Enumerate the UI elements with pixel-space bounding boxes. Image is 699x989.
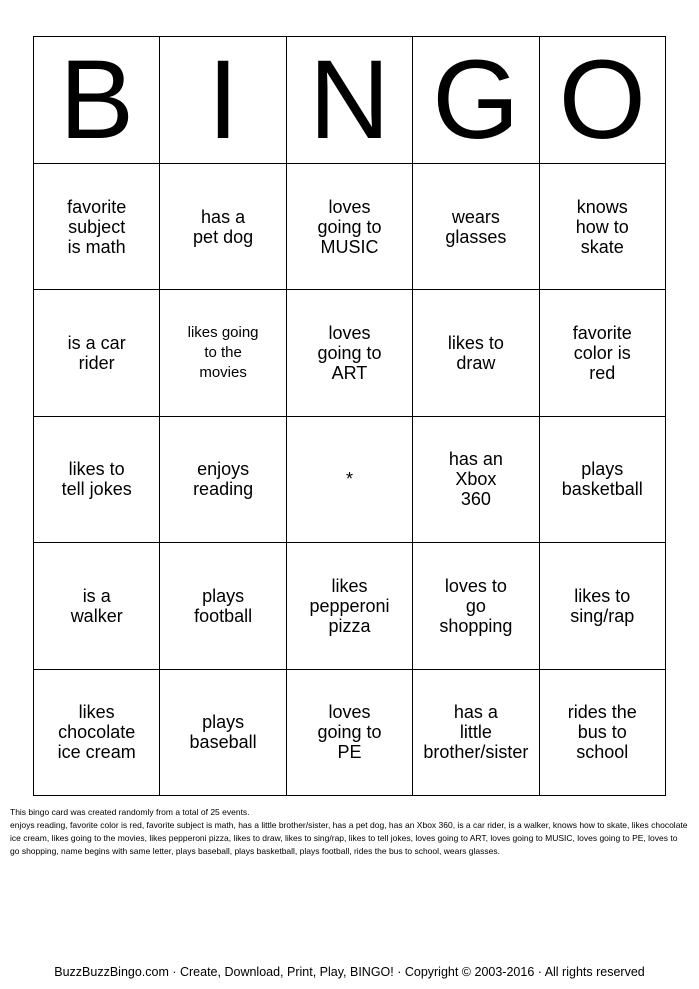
bingo-row [34, 416, 666, 542]
bingo-cell[interactable] [160, 416, 286, 542]
cell-text: rides the bus to school [567, 702, 637, 763]
cell-text: plays baseball [189, 712, 257, 753]
cell-text: likes to tell jokes [61, 459, 132, 500]
bingo-cell[interactable] [286, 290, 412, 416]
footnote-events: enjoys reading, favorite color is red, favorite subject is math, has a little brother/sister, has a pet dog, has an Xbox 360, is a car rider, is a walker, knows how to skate, likes chocolate ice cream, likes going to the movies, likes pepperoni pizza, likes to draw, likes to sing/rap, likes to tell jokes, loves going to ART, loves going to MUSIC, loves going to PE, loves to go shopping, name begins with same letter, plays baseball, plays basketball, plays football, rides the bus to school, wears glasses. [10, 820, 688, 856]
cell-text: loves going to MUSIC [317, 196, 382, 257]
bingo-cell[interactable] [160, 164, 286, 290]
cell-text: favorite color is red [572, 323, 632, 384]
bingo-cell[interactable] [413, 290, 539, 416]
bingo-cell[interactable] [34, 669, 160, 795]
cell-text: is a walker [70, 585, 123, 626]
bingo-cell[interactable] [413, 164, 539, 290]
cell-text: likes chocolate ice cream [57, 702, 136, 763]
bingo-cell[interactable] [413, 543, 539, 669]
cell-text: wears glasses [445, 206, 507, 247]
bingo-cell[interactable] [413, 416, 539, 542]
header-letter-g: G [413, 37, 539, 164]
bingo-row [34, 669, 666, 795]
bingo-cell[interactable] [539, 164, 665, 290]
event-list-footnote [10, 806, 689, 858]
bingo-cell[interactable] [539, 543, 665, 669]
bingo-cell[interactable] [160, 290, 286, 416]
cell-text: loves going to PE [317, 702, 382, 763]
header-letter-b: B [34, 37, 160, 164]
header-letter-o: O [539, 37, 665, 164]
free-space-cell[interactable] [286, 416, 412, 542]
free-space-star: * [345, 469, 353, 490]
cell-text: knows how to skate [575, 196, 629, 257]
cell-text: likes to sing/rap [570, 585, 635, 626]
footnote-intro: This bingo card was created randomly from a total of 25 events. [10, 807, 250, 817]
cell-text: likes going to the movies [187, 324, 259, 382]
bingo-cell[interactable] [286, 164, 412, 290]
bingo-row [34, 290, 666, 416]
header-row [34, 37, 666, 164]
header-letter-n: N [286, 37, 412, 164]
bingo-cell[interactable] [34, 290, 160, 416]
cell-text: plays football [194, 585, 253, 626]
bingo-cell[interactable] [413, 669, 539, 795]
bingo-row [34, 543, 666, 669]
bingo-cell[interactable] [539, 290, 665, 416]
bingo-row [34, 164, 666, 290]
bingo-cell[interactable] [34, 164, 160, 290]
bingo-card [33, 36, 666, 796]
cell-text: plays basketball [561, 459, 643, 500]
header-letter-i: I [160, 37, 286, 164]
cell-text: favorite subject is math [67, 196, 127, 257]
cell-text: has a little brother/sister [423, 702, 529, 763]
bingo-cell[interactable] [34, 543, 160, 669]
bingo-cell[interactable] [539, 416, 665, 542]
bingo-cell[interactable] [160, 543, 286, 669]
cell-text: has an Xbox 360 [448, 449, 503, 510]
cell-text: loves going to ART [317, 323, 382, 384]
cell-text: enjoys reading [193, 459, 254, 500]
bingo-cell[interactable] [286, 543, 412, 669]
bingo-cell[interactable] [160, 669, 286, 795]
bingo-cell[interactable] [539, 669, 665, 795]
cell-text: loves to go shopping [439, 575, 513, 636]
cell-text: has a pet dog [193, 206, 254, 247]
site-footer: BuzzBuzzBingo.com · Create, Download, Print, Play, BINGO! · Copyright © 2003-2016 · All rights reserved [54, 965, 645, 979]
bingo-cell[interactable] [34, 416, 160, 542]
cell-text: likes pepperoni pizza [309, 575, 390, 636]
cell-text: is a car rider [67, 333, 126, 374]
bingo-cell[interactable] [286, 669, 412, 795]
cell-text: likes to draw [447, 333, 504, 374]
